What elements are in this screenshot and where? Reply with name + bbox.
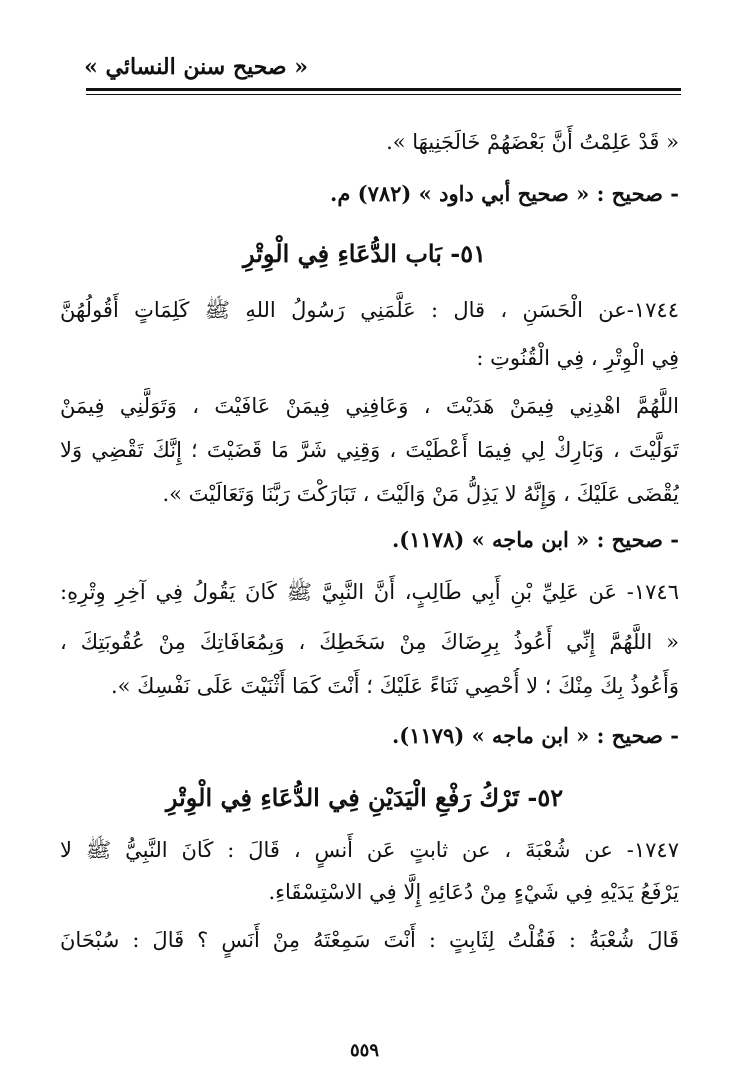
supplication-line: « اللَّهُمَّ إِنِّي أَعُوذُ بِرِضَاكَ مِنْ سَخَطِكَ ، وَبِمُعَافَاتِكَ مِنْ عُقُوبَتِكَ ، — [60, 630, 679, 654]
text-line: « قَدْ عَلِمْتُ أَنَّ بَعْضَهُمْ خَالَجَنِيهَا ». — [386, 130, 679, 154]
grading-line: - صحيح : « ابن ماجه » (١١٧٩). — [391, 723, 679, 748]
hadith-line: يَرْفَعُ يَدَيْهِ فِي شَيْءٍ مِنْ دُعَائِهِ إِلَّا فِي الاسْتِسْقَاءِ. — [268, 880, 679, 904]
chapter-heading: ٥٢- تَرْكُ رَفْعِ الْيَدَيْنِ فِي الدُّعَاءِ فِي الْوِتْرِ — [165, 783, 564, 812]
grading-line: - صحيح : « ابن ماجه » (١١٧٨). — [391, 527, 679, 552]
header-rule-thick — [86, 88, 681, 91]
hadith-line: ١٧٤٤-عن الْحَسَنِ ، قال : عَلَّمَنِي رَسُولُ اللهِ ﷺ كَلِمَاتٍ أَقُولُهُنَّ — [60, 298, 679, 322]
running-header-title: « صحيح سنن النسائي » — [84, 54, 308, 80]
hadith-line: ١٧٤٦- عَن عَلِيِّ بْنِ أَبِي طَالِبٍ، أَنَّ النَّبِيَّ ﷺ كَانَ يَقُولُ فِي آخِرِ وِتْرِهِ: — [60, 580, 679, 604]
grading-line: - صحيح : « صحيح أبي داود » (٧٨٢) م. — [330, 181, 679, 206]
header-rule-thin — [86, 94, 681, 95]
supplication-line: اللَّهُمَّ اهْدِنِي فِيمَنْ هَدَيْتَ ، وَعَافِنِي فِيمَنْ عَافَيْتَ ، وَتَوَلَّنِي فِيمَنْ — [60, 394, 679, 418]
hadith-line: قَالَ شُعْبَةُ : فَقُلْتُ لِثَابِتٍ : أَنْتَ سَمِعْتَهُ مِنْ أَنَسٍ ؟ قَالَ : سُبْحَانَ — [60, 928, 679, 952]
supplication-line: يُقْضَى عَلَيْكَ ، وَإِنَّهُ لا يَذِلُّ مَنْ وَالَيْتَ ، تَبَارَكْتَ رَبَّنَا وَتَعَالَيْتَ ». — [162, 482, 679, 506]
page-number: ٥٥٩ — [349, 1040, 379, 1061]
hadith-line: ١٧٤٧- عن شُعْبَةَ ، عن ثابتٍ عَن أَنسٍ ، قَالَ : كَانَ النَّبِيُّ ﷺ لا — [60, 838, 679, 862]
supplication-line: وَأَعُوذُ بِكَ مِنْكَ ؛ لا أُحْصِي ثَنَاءً عَلَيْكَ ؛ أَنْتَ كَمَا أَثْنَيْتَ عَلَى نَفْسِكَ ». — [110, 674, 679, 698]
hadith-line: فِي الْوِتْرِ ، فِي الْقُنُوتِ : — [476, 346, 679, 370]
supplication-line: تَوَلَّيْتَ ، وَبَارِكْ لِي فِيمَا أَعْطَيْتَ ، وَقِنِي شَرَّ مَا قَضَيْتَ ؛ إِنَّكَ تَقْضِي وَلا — [60, 438, 679, 462]
chapter-heading: ٥١- بَاب الدُّعَاءِ فِي الْوِتْرِ — [242, 239, 487, 268]
